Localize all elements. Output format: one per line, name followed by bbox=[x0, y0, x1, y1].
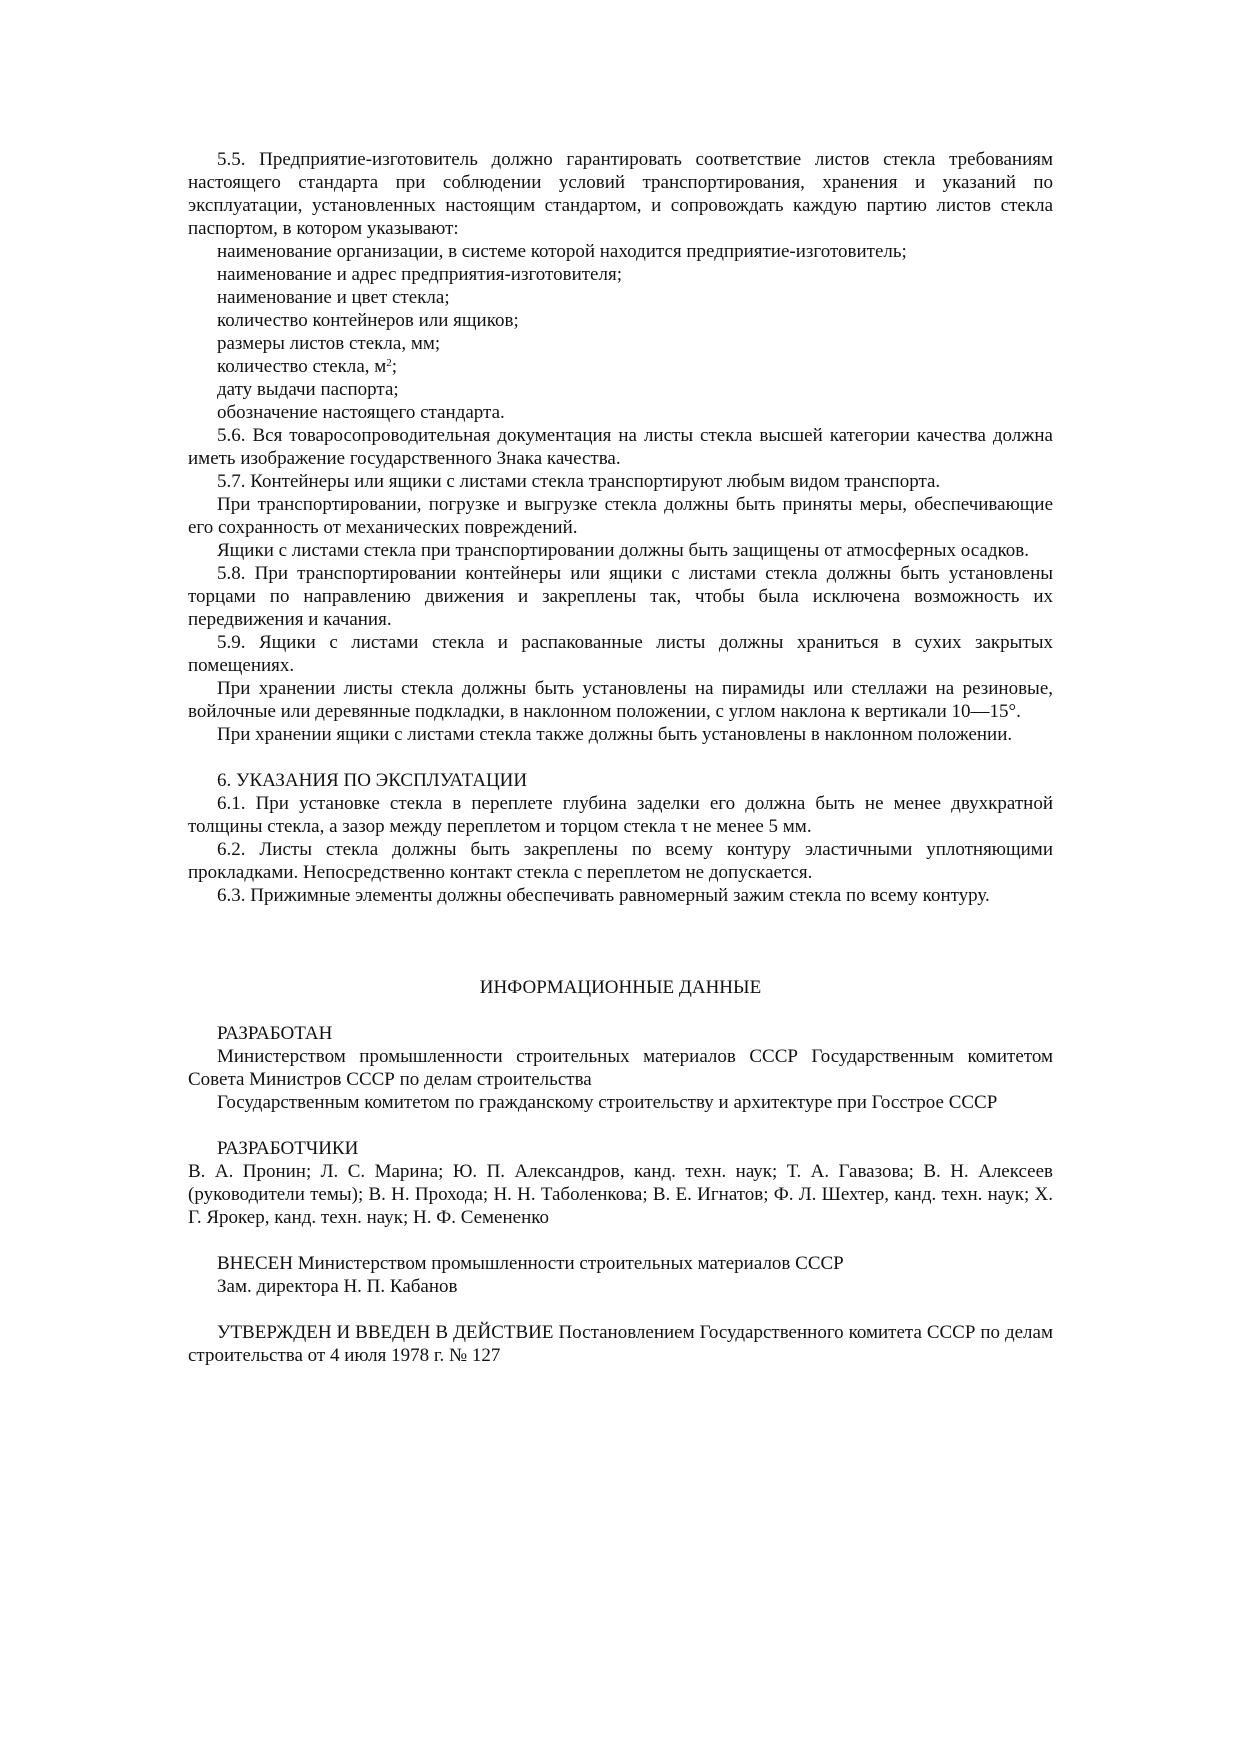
developed-committee: Государственным комитетом по гражданскому строительству и архитектуре при Госстрое СССР bbox=[217, 1092, 998, 1113]
clause-5-7-transport: При транспортировании, погрузке и выгрузке стекла должны быть приняты меры, обеспечивающие его сохранность от механических повреждений. bbox=[188, 494, 1053, 538]
spacer bbox=[188, 1229, 1053, 1252]
spacer bbox=[188, 999, 1053, 1022]
list-item: размеры листов стекла, мм; bbox=[217, 333, 441, 354]
info-title: ИНФОРМАЦИОННЫЕ ДАННЫЕ bbox=[479, 977, 762, 998]
developed-label: РАЗРАБОТАН bbox=[217, 1023, 333, 1044]
list-item-text: количество стекла, м bbox=[217, 356, 387, 377]
superscript-2: 2 bbox=[386, 357, 392, 369]
spacer bbox=[188, 907, 1053, 976]
clause-5-9-boxes: При хранении ящики с листами стекла также должны быть установлены в наклонном положении. bbox=[217, 724, 1013, 745]
approved-statement: УТВЕРЖДЕН И ВВЕДЕН В ДЕЙСТВИЕ Постановлением Государственного комитета СССР по делам строительства от 4 июля 1978 г. № 127 bbox=[188, 1322, 1053, 1366]
list-item: наименование и цвет стекла; bbox=[217, 287, 450, 308]
section-6-heading: 6. УКАЗАНИЯ ПО ЭКСПЛУАТАЦИИ bbox=[217, 770, 528, 791]
list-item: наименование и адрес предприятия-изготовителя; bbox=[217, 264, 622, 285]
developed-ministry: Министерством промышленности строительных материалов СССР Государственным комитетом Совета Министров СССР по делам строительства bbox=[188, 1046, 1053, 1090]
spacer bbox=[188, 746, 1053, 769]
developers-label: РАЗРАБОТЧИКИ bbox=[217, 1138, 359, 1159]
document-body bbox=[188, 148, 1053, 1367]
list-item: обозначение настоящего стандарта. bbox=[217, 402, 505, 423]
clause-5-9-storage: При хранении листы стекла должны быть установлены на пирамиды или стеллажи на резиновые, войлочные или деревянные подкладки, в наклонном положении, с углом наклона к вертикали 10—15°. bbox=[188, 678, 1053, 722]
list-item: наименование организации, в системе которой находится предприятие-изготовитель; bbox=[217, 241, 907, 262]
spacer bbox=[188, 1298, 1053, 1321]
list-item bbox=[188, 355, 1053, 378]
list-item: количество контейнеров или ящиков; bbox=[217, 310, 519, 331]
introduced-by: ВНЕСЕН Министерством промышленности строительных материалов СССР bbox=[217, 1253, 844, 1274]
clause-5-7: 5.7. Контейнеры или ящики с листами стекла транспортируют любым видом транспорта. bbox=[217, 471, 941, 492]
deputy-director: Зам. директора Н. П. Кабанов bbox=[217, 1276, 458, 1297]
clause-6-2: 6.2. Листы стекла должны быть закреплены по всему контуру эластичными уплотняющими прокладками. Непосредственно контакт стекла с переплетом не допускается. bbox=[188, 839, 1053, 883]
developers-list: В. А. Пронин; Л. С. Марина; Ю. П. Александров, канд. техн. наук; Т. А. Гавазова; В. Н. Алексеев (руководители темы); В. Н. Прохода; Н. Н. Таболенкова; В. Е. Игнатов; Ф. Л. Шехтер, канд. техн. наук; Х. Г. Ярокер, канд. техн. наук; Н. Ф. Семененко bbox=[188, 1161, 1053, 1228]
clause-5-8: 5.8. При транспортировании контейнеры или ящики с листами стекла должны быть установлены торцами по направлению движения и закреплены так, чтобы была исключена возможность их передвижения и качания. bbox=[188, 563, 1053, 630]
clause-6-3: 6.3. Прижимные элементы должны обеспечивать равномерный зажим стекла по всему контуру. bbox=[217, 885, 990, 906]
clause-5-6: 5.6. Вся товаросопроводительная документация на листы стекла высшей категории качества должна иметь изображение государственного Знака качества. bbox=[188, 425, 1053, 469]
clause-5-9: 5.9. Ящики с листами стекла и распакованные листы должны храниться в сухих закрытых помещениях. bbox=[188, 632, 1053, 676]
clause-5-7-protection: Ящики с листами стекла при транспортировании должны быть защищены от атмосферных осадков. bbox=[217, 540, 1030, 561]
clause-6-1: 6.1. При установке стекла в переплете глубина заделки его должна быть не менее двухкратной толщины стекла, а зазор между переплетом и торцом стекла τ не менее 5 мм. bbox=[188, 793, 1053, 837]
spacer bbox=[188, 1114, 1053, 1137]
list-item-punct: ; bbox=[391, 356, 398, 377]
list-item: дату выдачи паспорта; bbox=[217, 379, 399, 400]
passport-list bbox=[188, 240, 1053, 424]
clause-5-5: 5.5. Предприятие-изготовитель должно гарантировать соответствие листов стекла требованиям настоящего стандарта при соблюдении условий транспортирования, хранения и указаний по эксплуатации, установленных настоящим стандартом, и сопровождать каждую партию листов стекла паспортом, в котором указывают: bbox=[188, 149, 1053, 239]
